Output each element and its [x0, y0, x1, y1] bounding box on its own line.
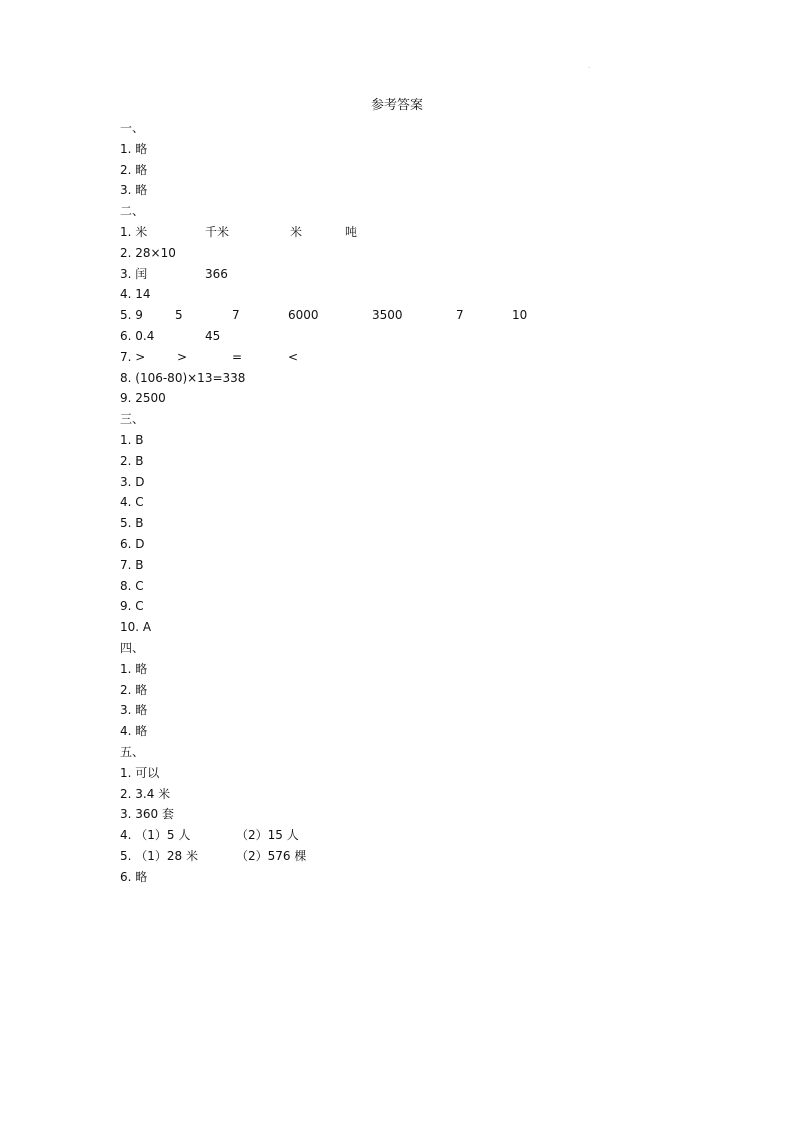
answer-item: 3. D — [120, 474, 145, 489]
answer-item: 4. 略 — [120, 724, 148, 739]
answer-value: 45 — [205, 328, 221, 343]
answer-item: 9. 2500 — [120, 391, 166, 406]
answer-value: 5 — [175, 308, 183, 323]
answer-value: < — [288, 349, 299, 364]
answer-item: 2. 略 — [120, 162, 148, 177]
answer-item: 1. B — [120, 432, 144, 447]
answer-value: 吨 — [345, 224, 358, 239]
answer-item: 3. 略 — [120, 703, 148, 718]
answer-item: 7. > — [120, 349, 146, 364]
answer-item: 6. 0.4 — [120, 328, 155, 343]
corner-mark: · — [588, 64, 591, 72]
answer-value: > — [177, 349, 188, 364]
answer-item: 1. 米 — [120, 224, 148, 239]
answer-item: 1. 可以 — [120, 765, 160, 780]
answer-item: 8. (106-80)×13=338 — [120, 370, 246, 385]
answer-item: 6. 略 — [120, 869, 148, 884]
answer-item: 7. B — [120, 557, 144, 572]
answer-item: 10. A — [120, 620, 152, 635]
answer-item: 2. 略 — [120, 682, 148, 697]
answer-item: 1. 略 — [120, 141, 148, 156]
answer-item: 2. 28×10 — [120, 245, 176, 260]
answer-item: 1. 略 — [120, 661, 148, 676]
answer-value: 6000 — [288, 308, 319, 323]
answer-item: 四、 — [120, 640, 145, 655]
answer-item: 4. C — [120, 495, 144, 510]
answer-item: 6. D — [120, 536, 145, 551]
answer-item: 2. B — [120, 453, 144, 468]
answer-value: 3500 — [372, 308, 403, 323]
answer-value: 7 — [456, 308, 464, 323]
answer-item: 4. （1）5 人 — [120, 828, 191, 843]
answer-value: 千米 — [205, 224, 230, 239]
answer-item: 2. 3.4 米 — [120, 786, 171, 801]
answer-item: 5. （1）28 米 — [120, 848, 198, 863]
answer-value: （2）576 棵 — [236, 848, 307, 863]
page-title: 参考答案 — [370, 98, 423, 113]
answer-value: （2）15 人 — [236, 828, 299, 843]
answer-item: 3. 闰 — [120, 266, 148, 281]
answer-value: 米 — [290, 224, 303, 239]
answer-item: 9. C — [120, 599, 144, 614]
answer-item: 8. C — [120, 578, 144, 593]
answer-item: 三、 — [120, 412, 145, 427]
answer-value: 10 — [512, 308, 528, 323]
answer-item: 3. 略 — [120, 183, 148, 198]
answer-item: 二、 — [120, 204, 145, 219]
answer-value: 7 — [232, 308, 240, 323]
answer-item: 3. 360 套 — [120, 807, 174, 822]
answer-item: 五、 — [120, 744, 145, 759]
answer-value: 366 — [205, 266, 228, 281]
answer-item: 5. 9 — [120, 308, 143, 323]
answer-item: 5. B — [120, 516, 144, 531]
answer-item: 4. 14 — [120, 287, 151, 302]
answer-value: = — [232, 349, 243, 364]
answer-item: 一、 — [120, 121, 145, 135]
